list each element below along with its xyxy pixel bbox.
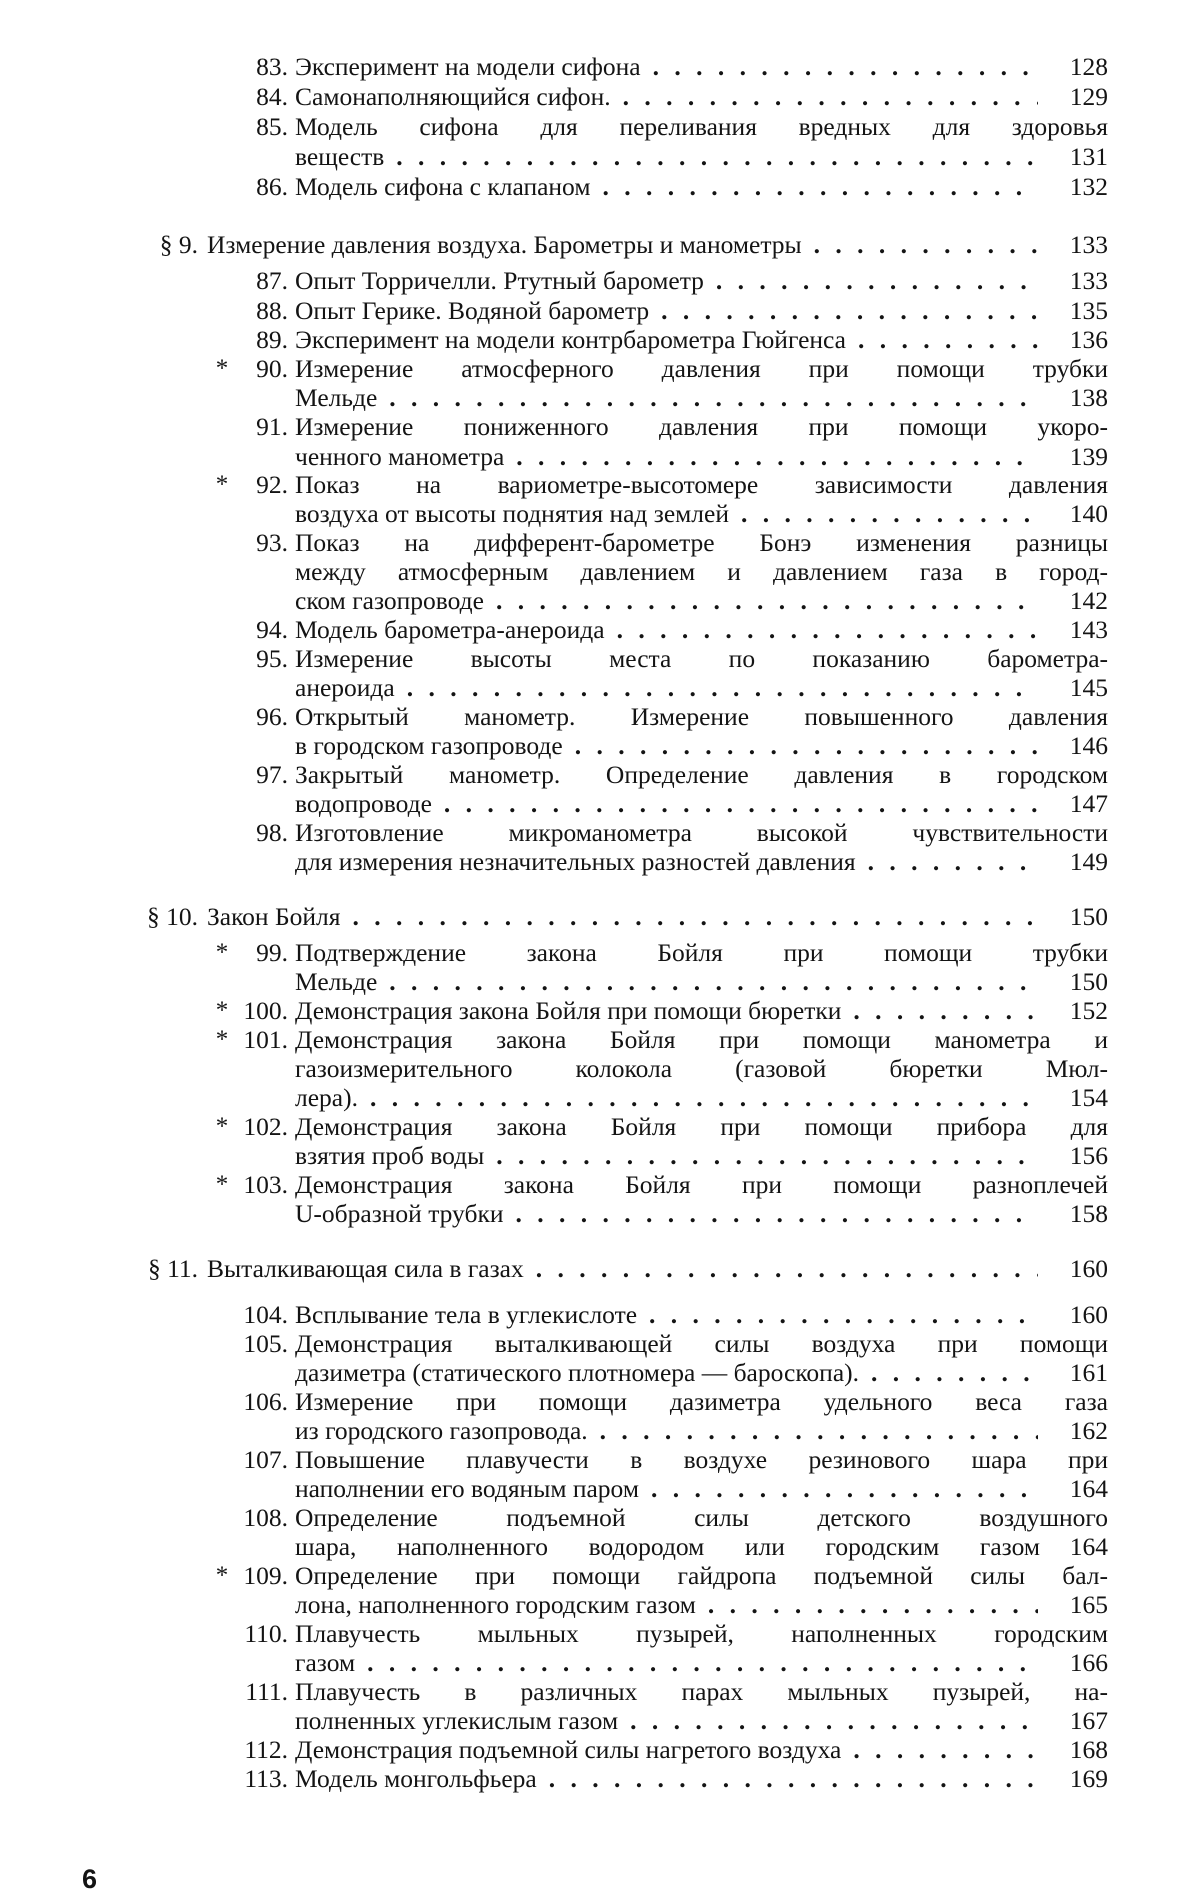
entry-title: Плавучесть в различных парах мыльных пузырей, на- — [295, 1677, 1108, 1706]
asterisk-mark: * — [215, 939, 229, 966]
entry-title: Самонаполняющийся сифон. — [295, 82, 611, 111]
entry-number: 96. — [256, 702, 288, 731]
toc-section-line — [0, 228, 1200, 262]
entry-title: Подтверждение закона Бойля при помощи трубки — [295, 938, 1108, 967]
entry-title: Демонстрация закона Бойля при помощи бюретки — [295, 996, 842, 1025]
entry-number: 102. — [243, 1112, 288, 1141]
entry-title: Измерение пониженного давления при помощи укоро- — [295, 412, 1108, 441]
section-title: Закон Бойля — [207, 902, 341, 931]
entry-title: наполнении его водяным паром — [295, 1474, 639, 1503]
toc-entry-line — [0, 140, 1200, 174]
page-reference: 131 — [1069, 142, 1108, 171]
toc-section-line — [0, 900, 1200, 934]
entry-title: Измерение высоты места по показанию барометра- — [295, 644, 1108, 673]
entry-title: Определение подъемной силы детского воздушного — [295, 1503, 1108, 1532]
toc-entry-line — [0, 80, 1200, 114]
dot-leader — [653, 50, 1038, 84]
page-reference: 168 — [1069, 1735, 1108, 1764]
section-number: § 11. — [147, 1254, 198, 1283]
entry-title: Опыт Герике. Водяной барометр — [295, 296, 650, 325]
dot-leader — [515, 1197, 1038, 1231]
page-reference: 138 — [1069, 383, 1108, 412]
entry-title: водопроводе — [295, 789, 432, 818]
entry-number: 92. — [256, 470, 288, 499]
entry-number: 83. — [256, 52, 288, 81]
entry-title: U-образной трубки — [295, 1199, 504, 1228]
entry-title: лера). — [295, 1083, 358, 1112]
toc-entry-line — [0, 110, 1200, 144]
entry-number: 108. — [243, 1503, 288, 1532]
page-reference: 156 — [1069, 1141, 1108, 1170]
entry-title: веществ — [295, 142, 385, 171]
toc-entry-line — [0, 410, 1200, 444]
dot-leader — [623, 80, 1038, 114]
entry-title: Измерение при помощи дазиметра удельного веса газа — [295, 1387, 1108, 1416]
entry-number: 88. — [256, 296, 288, 325]
entry-number: 94. — [256, 615, 288, 644]
entry-number: 103. — [243, 1170, 288, 1199]
section-title: Измерение давления воздуха. Барометры и манометры — [207, 230, 802, 259]
entry-title: Показ на вариометре-высотомере зависимости давления — [295, 470, 1108, 499]
entry-title: ском газопроводе — [295, 586, 484, 615]
asterisk-mark: * — [215, 471, 229, 498]
page-reference: 161 — [1069, 1358, 1108, 1387]
toc-entry-line — [0, 264, 1200, 298]
page-reference: 143 — [1069, 615, 1108, 644]
entry-number: 87. — [256, 266, 288, 295]
page-reference: 160 — [1069, 1254, 1108, 1283]
entry-number: 113. — [244, 1764, 288, 1793]
entry-title: Открытый манометр. Измерение повышенного давления — [295, 702, 1108, 731]
page-reference: 147 — [1069, 789, 1108, 818]
entry-title: Изготовление микроманометра высокой чувствительности — [295, 818, 1108, 847]
entry-number: 104. — [243, 1300, 288, 1329]
toc-entry-line — [0, 1197, 1200, 1231]
entry-number: 91. — [256, 412, 288, 441]
toc-section-line — [0, 1252, 1200, 1286]
entry-number: 111. — [245, 1677, 288, 1706]
asterisk-mark: * — [215, 1562, 229, 1589]
entry-number: 100. — [243, 996, 288, 1025]
entry-number: 106. — [243, 1387, 288, 1416]
page-reference: 133 — [1069, 266, 1108, 295]
page-reference: 160 — [1069, 1300, 1108, 1329]
page-reference: 136 — [1069, 325, 1108, 354]
entry-title: Модель барометра-анероида — [295, 615, 605, 644]
entry-title: Всплывание тела в углекислоте — [295, 1300, 638, 1329]
entry-title: Демонстрация закона Бойля при помощи разноплечей — [295, 1170, 1108, 1199]
page-reference: 162 — [1069, 1416, 1108, 1445]
entry-number: 109. — [243, 1561, 288, 1590]
entry-number: 105. — [243, 1329, 288, 1358]
entry-title: в городском газопроводе — [295, 731, 563, 760]
entry-title: воздуха от высоты поднятия над землей — [295, 499, 729, 528]
page-reference: 132 — [1069, 172, 1108, 201]
page-reference: 150 — [1069, 902, 1108, 931]
dot-leader — [602, 170, 1038, 204]
dot-leader — [814, 228, 1038, 262]
entry-number: 89. — [256, 325, 288, 354]
page-reference: 135 — [1069, 296, 1108, 325]
entry-title: между атмосферным давлением и давлением газа в город- — [295, 557, 1108, 586]
entry-title: газоизмерительного колокола (газовой бюретки Мюл- — [295, 1054, 1108, 1083]
page-reference: 154 — [1069, 1083, 1108, 1112]
entry-title: лона, наполненного городским газом — [295, 1590, 696, 1619]
page-number: 6 — [82, 1864, 98, 1894]
entry-title: Закрытый манометр. Определение давления в городском — [295, 760, 1108, 789]
entry-title: шара, наполненного водородом или городским газом — [295, 1532, 1040, 1561]
entry-title: для измерения незначительных разностей давления — [295, 847, 856, 876]
page-reference: 158 — [1069, 1199, 1108, 1228]
entry-number: 85. — [256, 112, 288, 141]
entry-title: взятия проб воды — [295, 1141, 485, 1170]
page-reference: 142 — [1069, 586, 1108, 615]
page-reference: 169 — [1069, 1764, 1108, 1793]
entry-title: Модель сифона с клапаном — [295, 172, 591, 201]
asterisk-mark: * — [215, 1113, 229, 1140]
entry-title: Плавучесть мыльных пузырей, наполненных городским — [295, 1619, 1108, 1648]
dot-leader — [716, 264, 1038, 298]
entry-title: Мельде — [295, 967, 378, 996]
toc-entry-line — [0, 50, 1200, 84]
entry-title: Определение при помощи гайдропа подъемной силы бал- — [295, 1561, 1108, 1590]
asterisk-mark: * — [215, 997, 229, 1024]
entry-number: 90. — [256, 354, 288, 383]
entry-title: из городского газопровода. — [295, 1416, 588, 1445]
dot-leader — [352, 900, 1038, 934]
page-reference: 139 — [1069, 442, 1108, 471]
page-reference: 133 — [1069, 230, 1108, 259]
asterisk-mark: * — [215, 1171, 229, 1198]
entry-title: ченного манометра — [295, 442, 505, 471]
entry-number: 97. — [256, 760, 288, 789]
page-reference: 129 — [1069, 82, 1108, 111]
entry-title: Демонстрация выталкивающей силы воздуха при помощи — [295, 1329, 1108, 1358]
entry-title: газом — [295, 1648, 356, 1677]
page-reference: 165 — [1069, 1590, 1108, 1619]
entry-number: 112. — [244, 1735, 288, 1764]
page-reference: 128 — [1069, 52, 1108, 81]
page-reference: 145 — [1069, 673, 1108, 702]
entry-title: Эксперимент на модели контрбарометра Гюйгенса — [295, 325, 846, 354]
entry-title: полненных углекислым газом — [295, 1706, 619, 1735]
page-reference: 146 — [1069, 731, 1108, 760]
entry-title: Повышение плавучести в воздухе резинового шара при — [295, 1445, 1108, 1474]
section-number: § 10. — [147, 902, 198, 931]
page-reference: 152 — [1069, 996, 1108, 1025]
entry-number: 98. — [256, 818, 288, 847]
entry-number: 107. — [243, 1445, 288, 1474]
entry-number: 86. — [256, 172, 288, 201]
entry-title: анероида — [295, 673, 395, 702]
entry-title: Демонстрация закона Бойля при помощи прибора для — [295, 1112, 1108, 1141]
page-reference: 167 — [1069, 1706, 1108, 1735]
dot-leader — [549, 1762, 1038, 1796]
entry-title: Демонстрация подъемной силы нагретого воздуха — [295, 1735, 842, 1764]
section-title: Выталкивающая сила в газах — [207, 1254, 524, 1283]
entry-title: Эксперимент на модели сифона — [295, 52, 641, 81]
entry-number: 101. — [243, 1025, 288, 1054]
section-number: § 9. — [159, 230, 198, 259]
page-reference: 166 — [1069, 1648, 1108, 1677]
dot-leader — [536, 1252, 1038, 1286]
page-reference: 149 — [1069, 847, 1108, 876]
page-reference: 140 — [1069, 499, 1108, 528]
page-reference: 164 — [1069, 1474, 1108, 1503]
page-reference: 164 — [1069, 1532, 1108, 1561]
toc-entry-line — [0, 1762, 1200, 1796]
entry-title: Мельде — [295, 383, 378, 412]
entry-number: 84. — [256, 82, 288, 111]
entry-title: Модель сифона для переливания вредных для здоровья — [295, 112, 1108, 141]
entry-title: Измерение атмосферного давления при помощи трубки — [295, 354, 1108, 383]
entry-title: Модель монгольфьера — [295, 1764, 537, 1793]
asterisk-mark: * — [215, 355, 229, 382]
toc-entry-line — [0, 845, 1200, 879]
page-reference: 150 — [1069, 967, 1108, 996]
entry-number: 99. — [256, 938, 288, 967]
dot-leader — [868, 845, 1038, 879]
asterisk-mark: * — [215, 1026, 229, 1053]
dot-leader — [396, 140, 1038, 174]
entry-number: 95. — [256, 644, 288, 673]
entry-number: 93. — [256, 528, 288, 557]
toc-entry-line — [0, 170, 1200, 204]
entry-title: Демонстрация закона Бойля при помощи манометра и — [295, 1025, 1108, 1054]
entry-title: Опыт Торричелли. Ртутный барометр — [295, 266, 704, 295]
entry-title: Показ на дифферент-барометре Бонэ изменения разницы — [295, 528, 1108, 557]
entry-title: дазиметра (статического плотномера — бароскопа). — [295, 1358, 860, 1387]
entry-number: 110. — [244, 1619, 288, 1648]
